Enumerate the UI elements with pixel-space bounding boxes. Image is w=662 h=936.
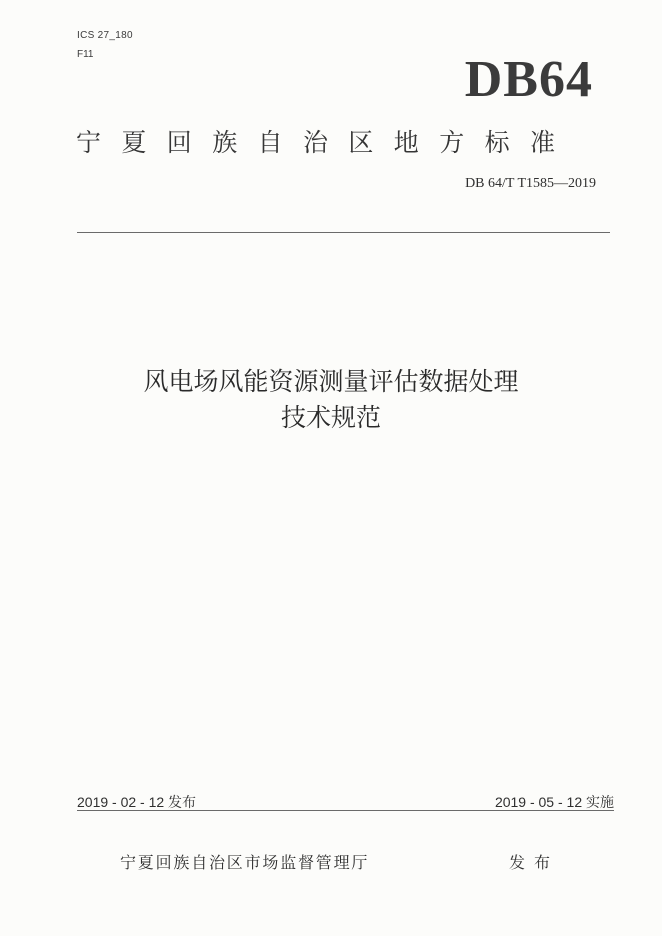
footer-divider bbox=[77, 810, 614, 811]
document-title-line-1: 风电场风能资源测量评估数据处理 bbox=[143, 367, 519, 396]
standard-type: 宁夏回族自治区地方标准 bbox=[76, 128, 576, 157]
issue-date: 2019 - 02 - 12 发布 bbox=[77, 794, 197, 810]
issuing-authority: 宁夏回族自治区市场监督管理厅 bbox=[120, 853, 370, 872]
ccs-code: F11 bbox=[77, 49, 94, 60]
standard-number: DB 64/T T1585—2019 bbox=[465, 176, 596, 191]
document-title-line-2: 技术规范 bbox=[280, 403, 381, 432]
ics-code: ICS 27_180 bbox=[77, 30, 133, 41]
standard-mark: DB64 bbox=[464, 51, 593, 108]
header-divider bbox=[77, 232, 610, 233]
implementation-date: 2019 - 05 - 12 实施 bbox=[494, 794, 614, 810]
issued-label: 发布 bbox=[509, 853, 560, 872]
